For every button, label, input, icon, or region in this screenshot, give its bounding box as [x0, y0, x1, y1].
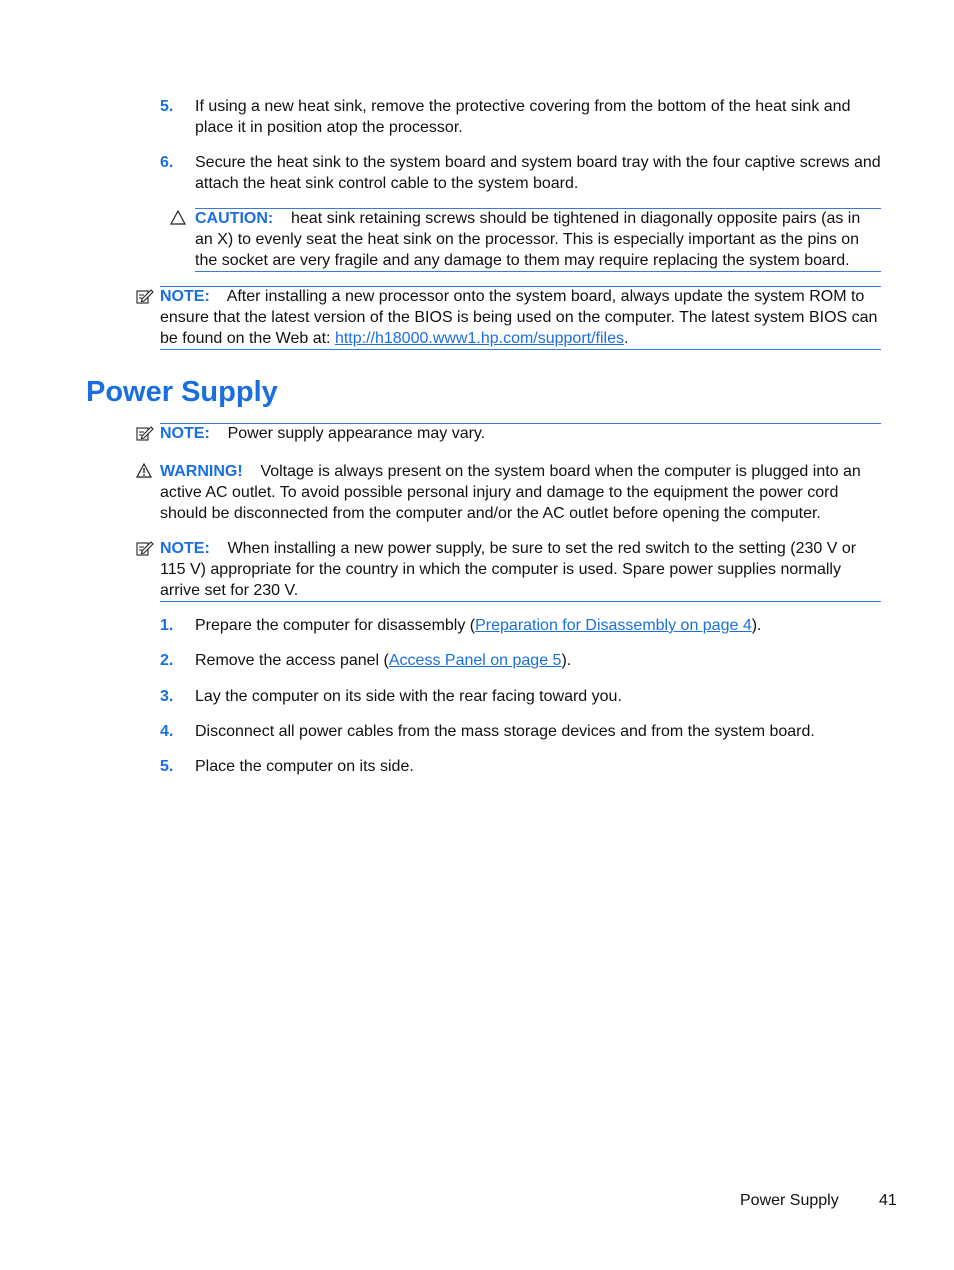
- note-label: NOTE:: [160, 540, 210, 557]
- note-block: [160, 538, 883, 601]
- access-panel-link[interactable]: Access Panel on page 5: [388, 652, 562, 669]
- step-number: 5.: [160, 98, 174, 115]
- bios-support-link[interactable]: http://h18000.www1.hp.com/support/files: [334, 330, 624, 347]
- step-text: Secure the heat sink to the system board and system board tray with the four captive screws and attach the heat sink control cable to the system board.: [195, 154, 881, 192]
- note-text: Power supply appearance may vary.: [227, 425, 486, 442]
- note-text: When installing a new power supply, be sure to set the red switch to the setting (230 V or 115 V) appropriate for the country in which the computer is used. Spare power supplies normally arrive set for 230 V.: [160, 540, 857, 599]
- step-text-end: ).: [751, 617, 762, 634]
- step-text: If using a new heat sink, remove the protective covering from the bottom of the heat sink and place it in position atop the processor.: [195, 98, 851, 136]
- step-number: 5.: [160, 758, 174, 775]
- note-pencil-icon: [136, 540, 154, 563]
- warning-block: [160, 461, 883, 524]
- caution-block: [195, 208, 881, 271]
- caution-label: CAUTION:: [195, 210, 274, 227]
- step-number: 2.: [160, 652, 174, 669]
- step-number: 1.: [160, 617, 174, 634]
- step-text: Remove the access panel (: [195, 652, 389, 669]
- step-number: 3.: [160, 688, 174, 705]
- warning-text: Voltage is always present on the system board when the computer is plugged into an active AC outlet. To avoid possible personal injury and damage to the equipment the power cord should be disconnected from the computer and/or the AC outlet before opening the computer.: [160, 463, 861, 522]
- step-text: Disconnect all power cables from the mass storage devices and from the system board.: [195, 723, 815, 740]
- note-text-end: .: [624, 330, 629, 347]
- note-block: [160, 423, 883, 444]
- note-text: After installing a new processor onto the system board, always update the system ROM to ensure that the latest version of the BIOS is being used on the computer. The latest system BIOS can be found on the Web at:: [160, 288, 878, 347]
- note-pencil-icon: [136, 288, 154, 311]
- footer-section: Power Supply: [740, 1192, 839, 1209]
- step-text-end: ).: [561, 652, 572, 669]
- page-number: 41: [879, 1192, 897, 1209]
- step-number: 4.: [160, 723, 174, 740]
- step-text: Prepare the computer for disassembly (: [195, 617, 476, 634]
- note-block: [160, 286, 883, 349]
- warning-label: WARNING!: [160, 463, 243, 480]
- step-number: 6.: [160, 154, 174, 171]
- step-text-wrap: [195, 615, 885, 636]
- step-text: Lay the computer on its side with the rear facing toward you.: [195, 688, 622, 705]
- note-bottom-rule: [160, 349, 881, 350]
- caution-triangle-icon: [170, 210, 186, 231]
- warning-triangle-icon: [136, 463, 152, 484]
- section-title: Power Supply: [86, 376, 278, 408]
- caution-bottom-rule: [195, 271, 881, 272]
- preparation-link[interactable]: Preparation for Disassembly on page 4: [475, 617, 752, 634]
- note-label: NOTE:: [160, 288, 210, 305]
- note-bottom-rule: [160, 601, 881, 602]
- note-pencil-icon: [136, 425, 154, 448]
- caution-text: heat sink retaining screws should be tightened in diagonally opposite pairs (as in an X) to evenly seat the heat sink on the processor. This is especially important as the pins on the socket are very fragile and any damage to them may require replacing the system board.: [195, 210, 861, 269]
- step-text-wrap: [195, 650, 885, 671]
- step-text: Place the computer on its side.: [195, 758, 414, 775]
- note-label: NOTE:: [160, 425, 210, 442]
